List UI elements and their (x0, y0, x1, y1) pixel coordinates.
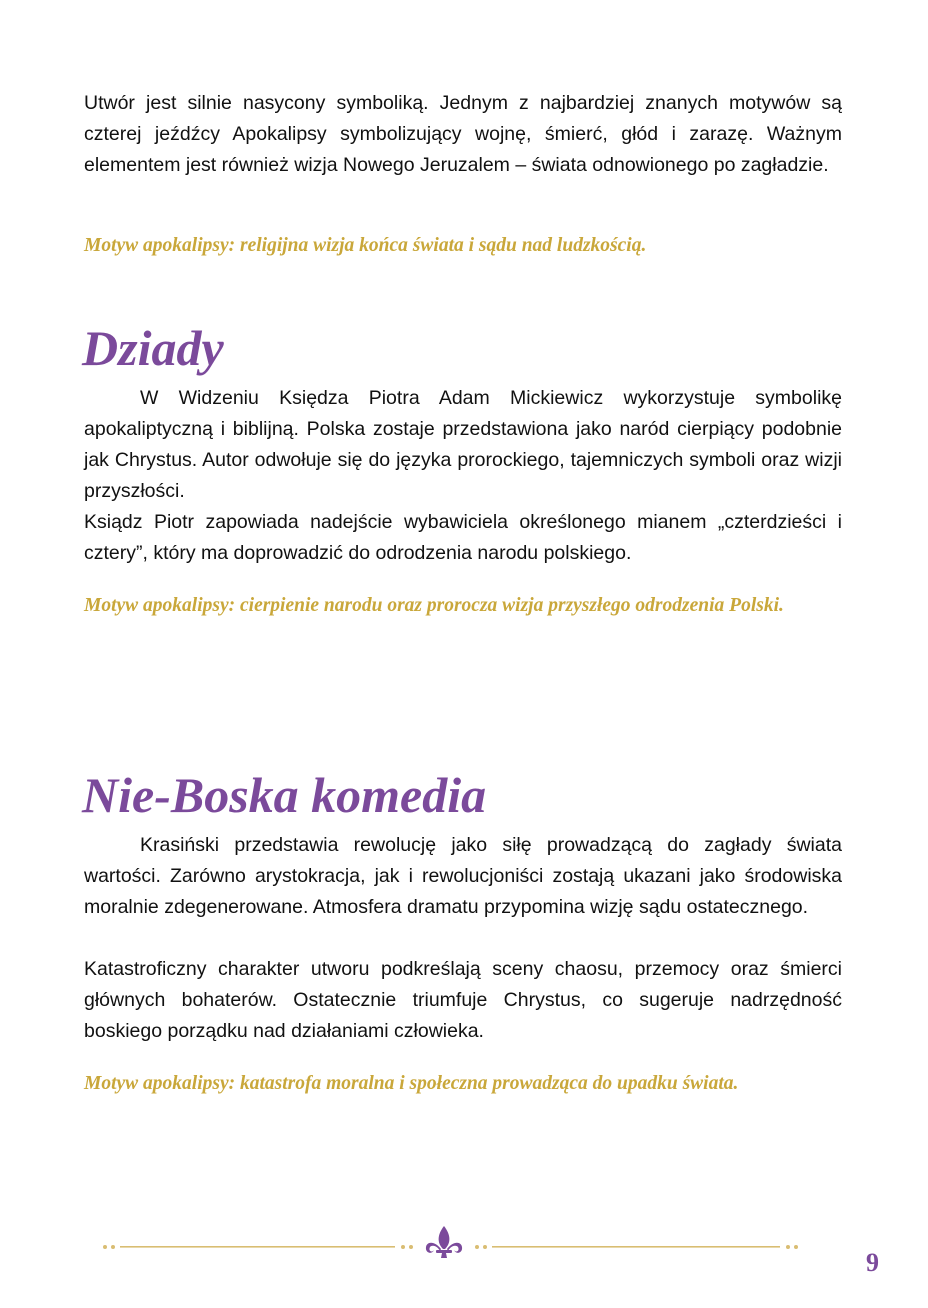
page-number: 9 (866, 1248, 879, 1277)
intro-paragraph: Utwór jest silnie nasycony symboliką. Jednym z najbardziej znanych motywów są czterej jeźdźcy Apokalipsy symbolizujący wojnę, śmierć, głód i zarazę. Ważnym elementem jest również wizja Nowego Jeruzalem – świata odnowionego po zagładzie. (84, 92, 842, 176)
intro-motif: Motyw apokalipsy: religijna wizja końca świata i sądu nad ludzkością. (84, 235, 647, 256)
nie-boska-motif: Motyw apokalipsy: katastrofa moralna i społeczna prowadząca do upadku świata. (84, 1073, 739, 1094)
nie-boska-paragraph-2: Katastroficzny charakter utworu podkreślają sceny chaosu, przemocy oraz śmierci głównych bohaterów. Ostatecznie triumfuje Chrystus, co sugeruje nadrzędność boskiego porządku nad działaniami człowieka. (84, 958, 842, 1042)
dziady-paragraph-2: Ksiądz Piotr zapowiada nadejście wybawiciela określonego mianem „czterdzieści i cztery”, który ma doprowadzić do odrodzenia narodu polskiego. (84, 511, 842, 564)
fleur-de-lis-icon (426, 1226, 462, 1258)
footer-ornament (100, 1222, 800, 1262)
section-title-nie-boska-komedia: Nie-Boska komedia (82, 767, 487, 823)
dziady-paragraph-1: W Widzeniu Księdza Piotra Adam Mickiewicz wykorzystuje symbolikę apokaliptyczną i biblijną. Polska zostaje przedstawiona jako naród cierpiący podobnie jak Chrystus. Autor odwołuje się do języka prorockiego, tajemniczych symboli oraz wizji przyszłości. (84, 387, 842, 502)
dziady-motif: Motyw apokalipsy: cierpienie narodu oraz prorocza wizja przyszłego odrodzenia Polski. (84, 595, 784, 616)
nie-boska-paragraph-1: Krasiński przedstawia rewolucję jako siłę prowadzącą do zagłady świata wartości. Zarówno arystokracja, jak i rewolucjoniści zostają ukazani jako środowiska moralnie zdegenerowane. Atmosfera dramatu przypomina wizję sądu ostatecznego. (84, 834, 842, 918)
section-title-dziady: Dziady (82, 320, 224, 376)
